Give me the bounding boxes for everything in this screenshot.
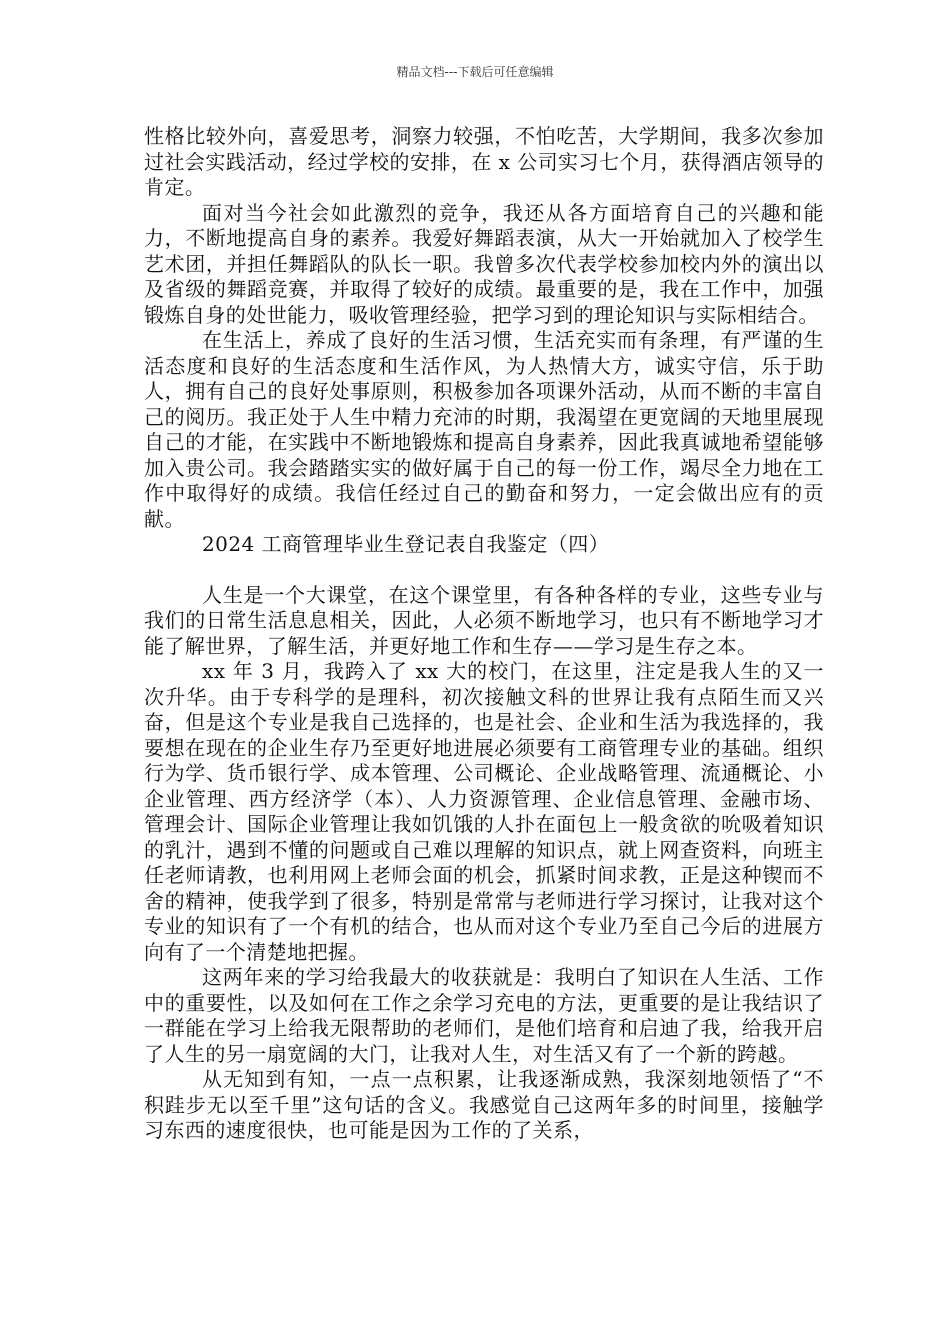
paragraph-growth: 从无知到有知，一点一点积累，让我逐渐成熟，我深刻地领悟了“不积跬步无以至千里”这句话的含义。我感觉自己这两年多的时间里，接触学习东西的速度很快，也可能是因为工作的了关系， (144, 1067, 824, 1142)
paragraph-life-classroom: 人生是一个大课堂，在这个课堂里，有各种各样的专业，这些专业与我们的日常生活息息相关，因此，人必须不断地学习，也只有不断地学习才能了解世界，了解生活，并更好地工作和生存——学习是生存之本。 (144, 582, 824, 658)
page-header: 精品文档---下载后可任意编辑 (396, 65, 554, 79)
paragraph-personality: 性格比较外向，喜爱思考，洞察力较强，不怕吃苦，大学期间，我多次参加过社会实践活动，经过学校的安排，在 x 公司实习七个月，获得酒店领导的肯定。 (144, 124, 824, 199)
paragraph-abilities: 面对当今社会如此激烈的竞争，我还从各方面培育自己的兴趣和能力，不断地提高自身的素养。我爱好舞蹈表演，从大一开始就加入了校学生艺术团，并担任舞蹈队的队长一职。我曾多次代表学校参加校内外的演出以及省级的舞蹈竞赛，并取得了较好的成绩。最重要的是，我在工作中，加强锻炼自身的处世能力，吸收管理经验，把学习到的理论知识与实际相结合。 (144, 200, 824, 327)
document-body (144, 124, 824, 1144)
section-heading: 2024 工商管理毕业生登记表自我鉴定（四） (202, 532, 610, 556)
paragraph-enrollment: xx 年 3 月，我跨入了 xx 大的校门，在这里，注定是我人生的又一次升华。由于专科学的是理科，初次接触文科的世界让我有点陌生而又兴奋，但是这个专业是我自己选择的，也是社会、企业和生活为我选择的，我要想在现在的企业生存乃至更好地进展必须要有工商管理专业的基础。组织行为学、货币银行学、成本管理、公司概论、企业战略管理、流通概论、小企业管理、西方经济学（本）、人力资源管理、企业信息管理、金融市场、管理会计、国际企业管理让我如饥饿的人扑在面包上一般贪欲的吮吸着知识的乳汁，遇到不懂的问题或自己难以理解的知识点，就上网查资料，向班主任老师请教，也利用网上老师会面的机会，抓紧时间求教，正是这种锲而不舍的精神，使我学到了很多，特别是常常与老师进行学习探讨，让我对这个专业的知识有了一个有机的结合，也从而对这个专业乃至自己今后的进展方向有了一个清楚地把握。 (144, 659, 824, 964)
blank-line (144, 558, 824, 583)
paragraph-gains: 这两年来的学习给我最大的收获就是：我明白了知识在人生活、工作中的重要性，以及如何在工作之余学习充电的方法，更重要的是让我结识了一群能在学习上给我无限帮助的老师们，是他们培育和启迪了我，给我开启了人生的另一扇宽阔的大门，让我对人生，对生活又有了一个新的跨越。 (144, 965, 824, 1066)
paragraph-life: 在生活上，养成了良好的生活习惯，生活充实而有条理，有严谨的生活态度和良好的生活态度和生活作风，为人热情大方，诚实守信，乐于助人，拥有自己的良好处事原则，积极参加各项课外活动，从而不断的丰富自己的阅历。我正处于人生中精力充沛的时期，我渴望在更宽阔的天地里展现自己的才能，在实践中不断地锻炼和提高自身素养，因此我真诚地希望能够加入贵公司。我会踏踏实实的做好属于自己的每一份工作，竭尽全力地在工作中取得好的成绩。我信任经过自己的勤奋和努力，一定会做出应有的贡献。 (144, 328, 824, 531)
